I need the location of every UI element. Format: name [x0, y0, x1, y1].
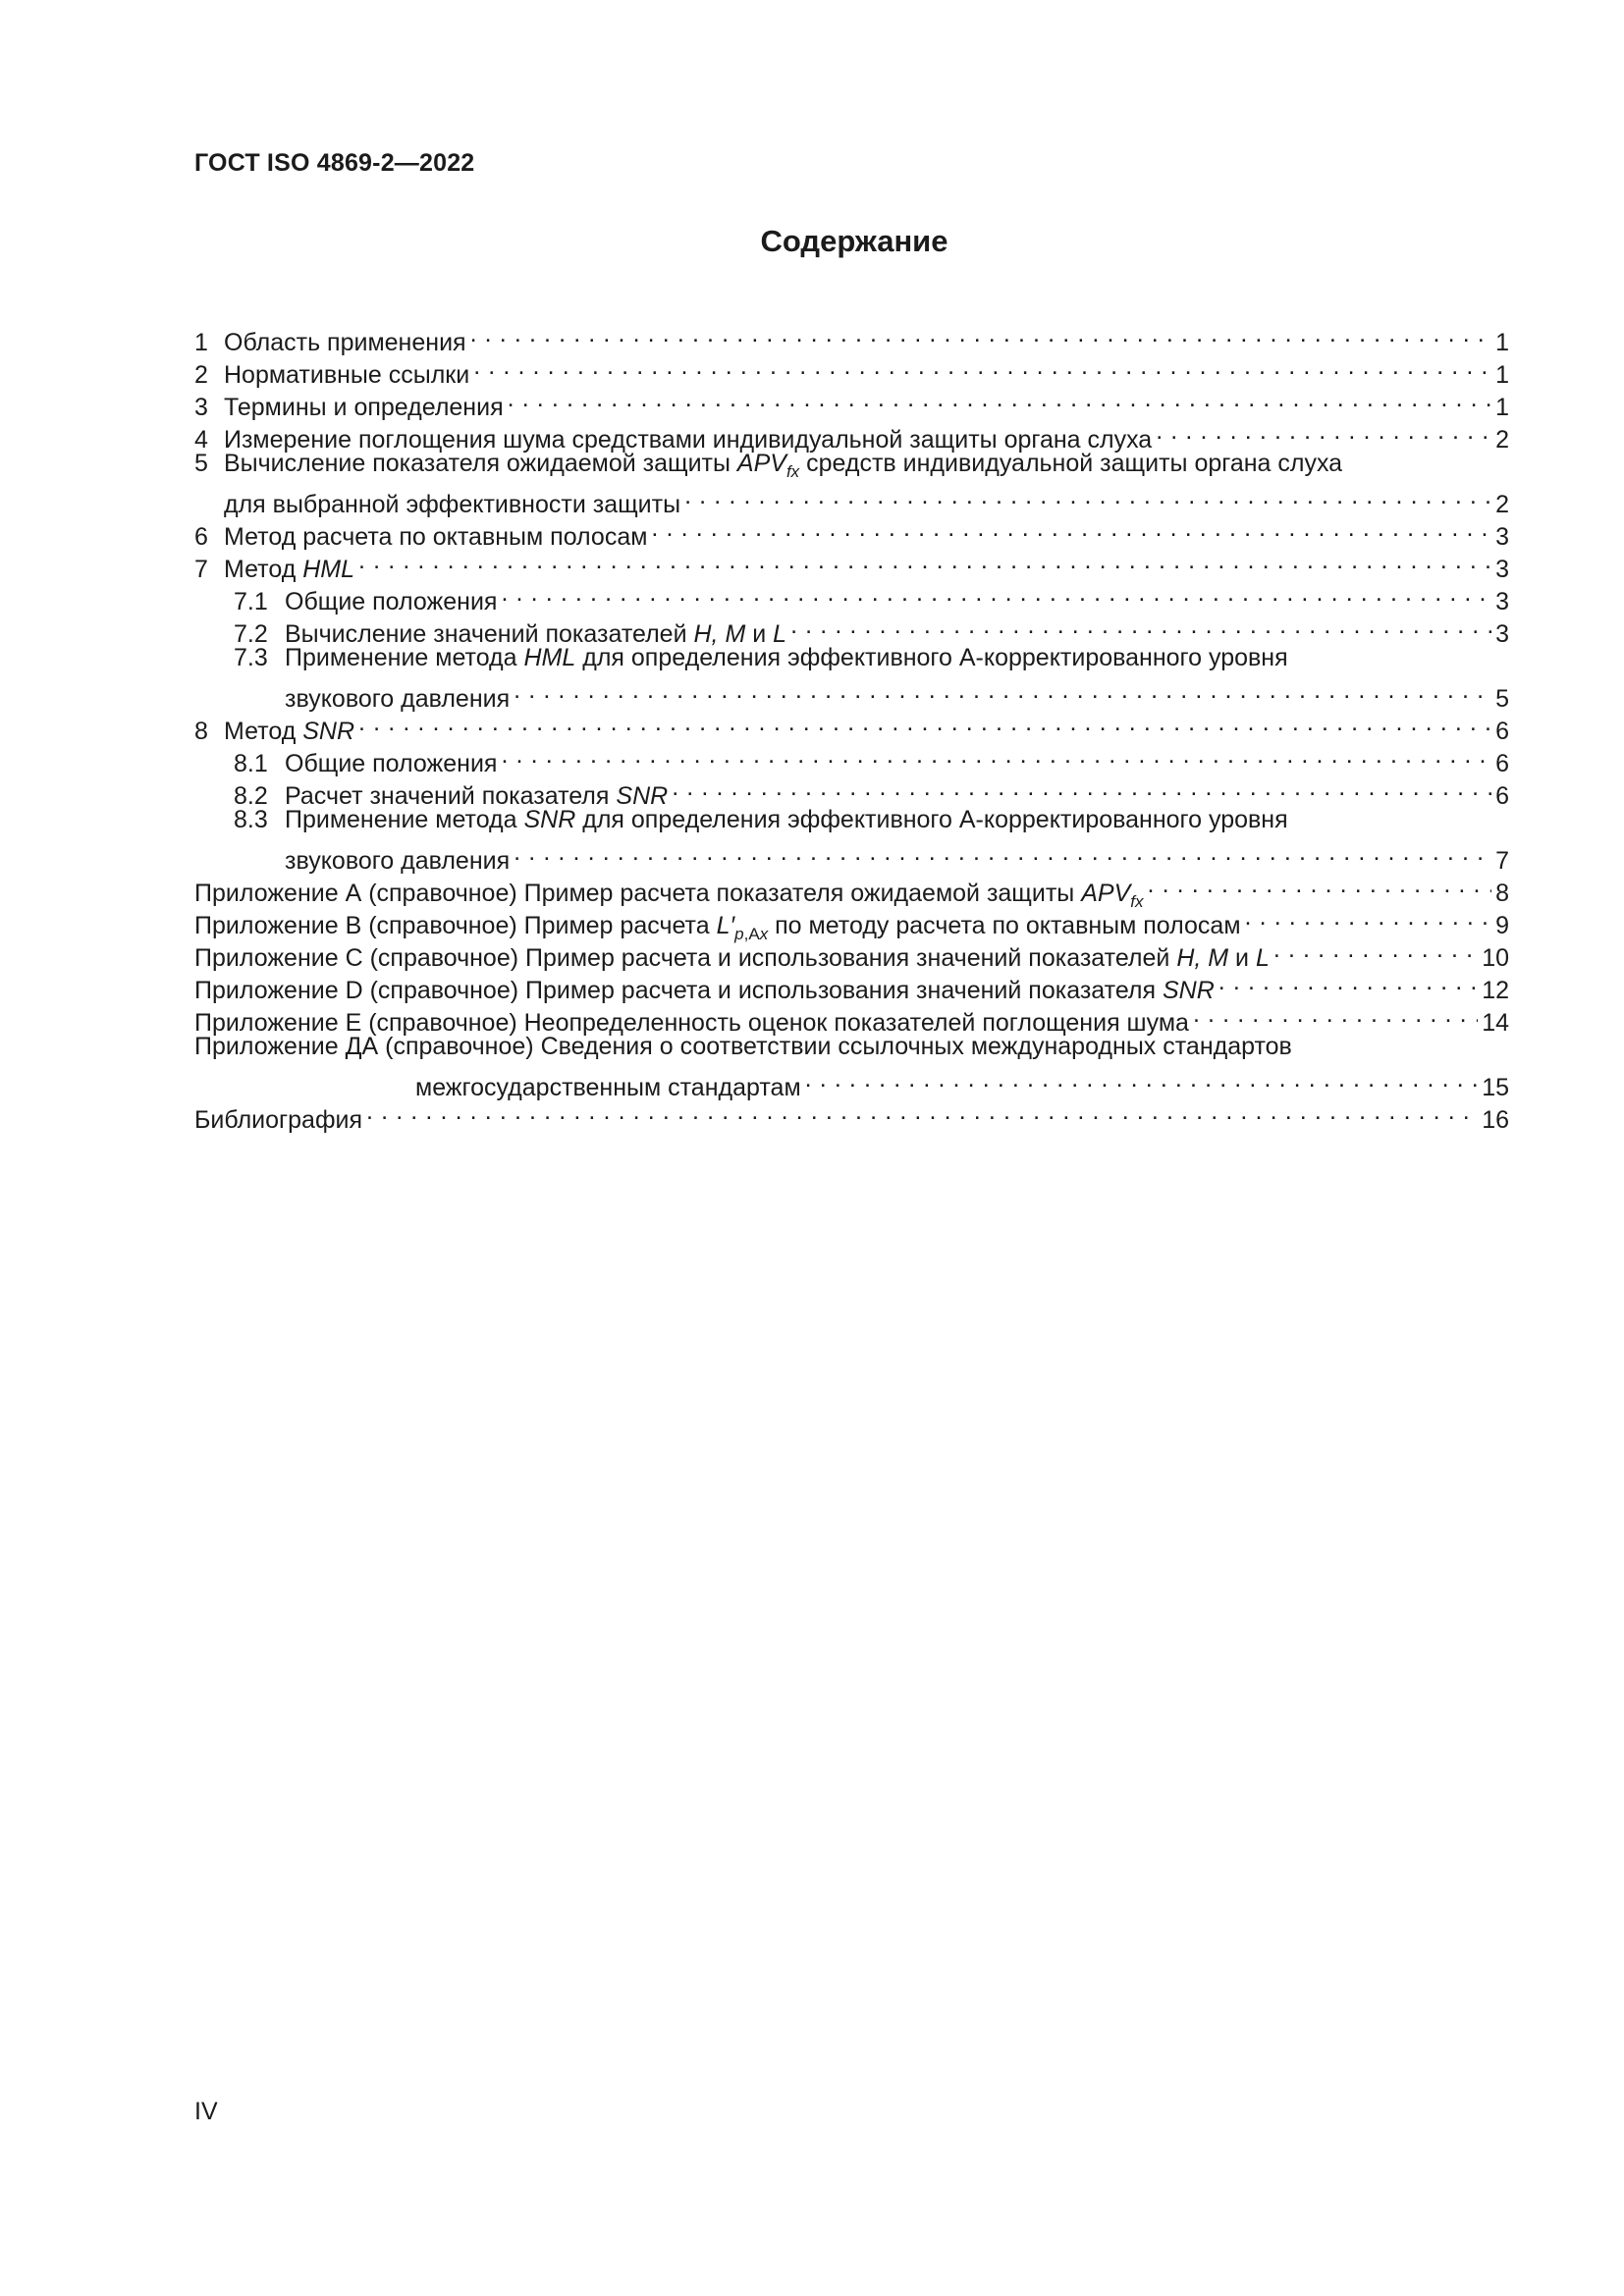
entry-title: Приложение В (справочное) Пример расчета $L'_{p,Ax}$ по методу расчета по октавным полосам — [194, 912, 1241, 943]
entry-title: Приложение ДА (справочное) Сведения о соответствии ссылочных международных стандартов — [194, 1033, 1292, 1060]
leader-dots — [1273, 934, 1478, 966]
leader-dots — [1193, 998, 1478, 1031]
page-folio: IV — [194, 2098, 218, 2125]
entry-number: 6 — [194, 523, 208, 551]
entry-number: 8 — [194, 718, 208, 745]
toc-entry-5-continued[interactable] — [194, 480, 1509, 518]
entry-page: 1 — [1495, 361, 1509, 389]
entry-page: 6 — [1495, 750, 1509, 777]
entry-title-continued: звукового давления — [285, 685, 511, 713]
entry-number: 2 — [194, 361, 208, 389]
entry-number: 3 — [194, 394, 208, 421]
leader-dots — [1245, 901, 1492, 934]
entry-page: 3 — [1495, 523, 1509, 551]
toc-entry-7-3-continued[interactable] — [194, 674, 1509, 713]
entry-page: 14 — [1482, 1009, 1509, 1037]
entry-page: 12 — [1482, 977, 1509, 1004]
entry-page: 15 — [1482, 1074, 1509, 1101]
leader-dots — [1156, 415, 1491, 448]
entry-number: 7 — [194, 556, 208, 583]
entry-title: Метод SNR — [224, 718, 355, 745]
entry-title: Приложение А (справочное) Пример расчета показателя ожидаемой защиты $APV_{fx}$ — [194, 880, 1144, 911]
toc-entry-7[interactable] — [194, 545, 1509, 583]
table-of-contents — [194, 318, 1509, 1134]
toc-entry-7-3[interactable] — [194, 642, 1509, 674]
toc-entry-appendix-da-continued[interactable] — [194, 1063, 1509, 1101]
entry-page: 6 — [1495, 718, 1509, 745]
entry-number: 1 — [194, 329, 208, 356]
entry-number: 4 — [194, 426, 208, 454]
entry-title: Термины и определения — [224, 394, 504, 421]
entry-title: Вычисление значений показателей H, M и L — [285, 620, 787, 648]
entry-number: 7.1 — [234, 588, 268, 615]
entry-number: 8.3 — [234, 806, 268, 833]
toc-entry-8-3-continued[interactable] — [194, 836, 1509, 875]
entry-title-continued: межгосударственным стандартам — [415, 1074, 801, 1101]
toc-entry-8-3[interactable] — [194, 804, 1509, 836]
entry-page: 3 — [1495, 556, 1509, 583]
entry-page: 6 — [1495, 782, 1509, 810]
document-code: ГОСТ ISO 4869-2—2022 — [194, 149, 475, 177]
leader-dots — [684, 480, 1491, 512]
toc-heading: Содержание — [760, 224, 948, 258]
entry-title: Метод расчета по октавным полосам — [224, 523, 648, 551]
leader-dots — [358, 545, 1491, 577]
leader-dots — [508, 383, 1491, 415]
entry-page: 3 — [1495, 588, 1509, 615]
leader-dots — [514, 674, 1491, 707]
leader-dots — [672, 772, 1491, 804]
toc-entry-7-1[interactable] — [194, 577, 1509, 615]
entry-page: 7 — [1495, 847, 1509, 875]
entry-title: Приложение Е (справочное) Неопределенность оценок показателей поглощения шума — [194, 1009, 1189, 1037]
entry-number: 8.1 — [234, 750, 268, 777]
entry-title: Расчет значений показателя SNR — [285, 782, 669, 810]
entry-title: Библиография — [194, 1106, 363, 1134]
entry-title: Применение метода SNR для определения эффективного А-корректированного уровня — [285, 806, 1288, 833]
leader-dots — [358, 707, 1491, 739]
entry-page: 5 — [1495, 685, 1509, 713]
entry-title-continued: для выбранной эффективности защиты — [224, 491, 681, 518]
toc-entry-5[interactable] — [194, 448, 1509, 480]
leader-dots — [514, 836, 1491, 869]
entry-page: 2 — [1495, 426, 1509, 454]
leader-dots — [366, 1095, 1478, 1128]
symbol-apv: APV — [736, 450, 786, 477]
entry-title: Измерение поглощения шума средствами индивидуальной защиты органа слуха — [224, 426, 1153, 454]
entry-title-continued: звукового давления — [285, 847, 511, 875]
entry-title: Общие положения — [285, 750, 498, 777]
entry-title: Метод HML — [224, 556, 355, 583]
toc-entry-8-1[interactable] — [194, 739, 1509, 777]
entry-page: 9 — [1495, 912, 1509, 939]
entry-page: 16 — [1482, 1106, 1509, 1134]
entry-title: Общие положения — [285, 588, 498, 615]
leader-dots — [1147, 869, 1491, 901]
leader-dots — [805, 1063, 1479, 1095]
toc-entry-8[interactable] — [194, 707, 1509, 745]
entry-page: 10 — [1482, 944, 1509, 972]
entry-number: 5 — [194, 450, 208, 477]
entry-number: 7.3 — [234, 644, 268, 671]
entry-title: Вычисление показателя ожидаемой защиты $APV_{fx}$ средств индивидуальной защиты органа слуха — [224, 450, 1343, 481]
leader-dots — [501, 577, 1491, 610]
entry-title: Приложение D (справочное) Пример расчета и использования значений показателя SNR — [194, 977, 1215, 1004]
entry-title: Приложение С (справочное) Пример расчета и использования значений показателей H, M и L — [194, 944, 1270, 972]
entry-page: 1 — [1495, 329, 1509, 356]
leader-dots — [790, 610, 1491, 642]
leader-dots — [1218, 966, 1478, 998]
entry-title: Применение метода HML для определения эффективного А-корректированного уровня — [285, 644, 1288, 671]
toc-entry-appendix-da[interactable] — [194, 1031, 1509, 1063]
entry-number: 8.2 — [234, 782, 268, 810]
leader-dots — [501, 739, 1491, 772]
entry-title: Нормативные ссылки — [224, 361, 470, 389]
entry-page: 1 — [1495, 394, 1509, 421]
entry-page: 3 — [1495, 620, 1509, 648]
leader-dots — [473, 350, 1491, 383]
entry-page: 2 — [1495, 491, 1509, 518]
entry-title: Область применения — [224, 329, 466, 356]
entry-page: 8 — [1495, 880, 1509, 907]
toc-entry-1[interactable] — [194, 318, 1509, 356]
toc-entry-bibliography[interactable] — [194, 1095, 1509, 1134]
entry-number: 7.2 — [234, 620, 268, 648]
leader-dots — [470, 318, 1492, 350]
leader-dots — [651, 512, 1491, 545]
